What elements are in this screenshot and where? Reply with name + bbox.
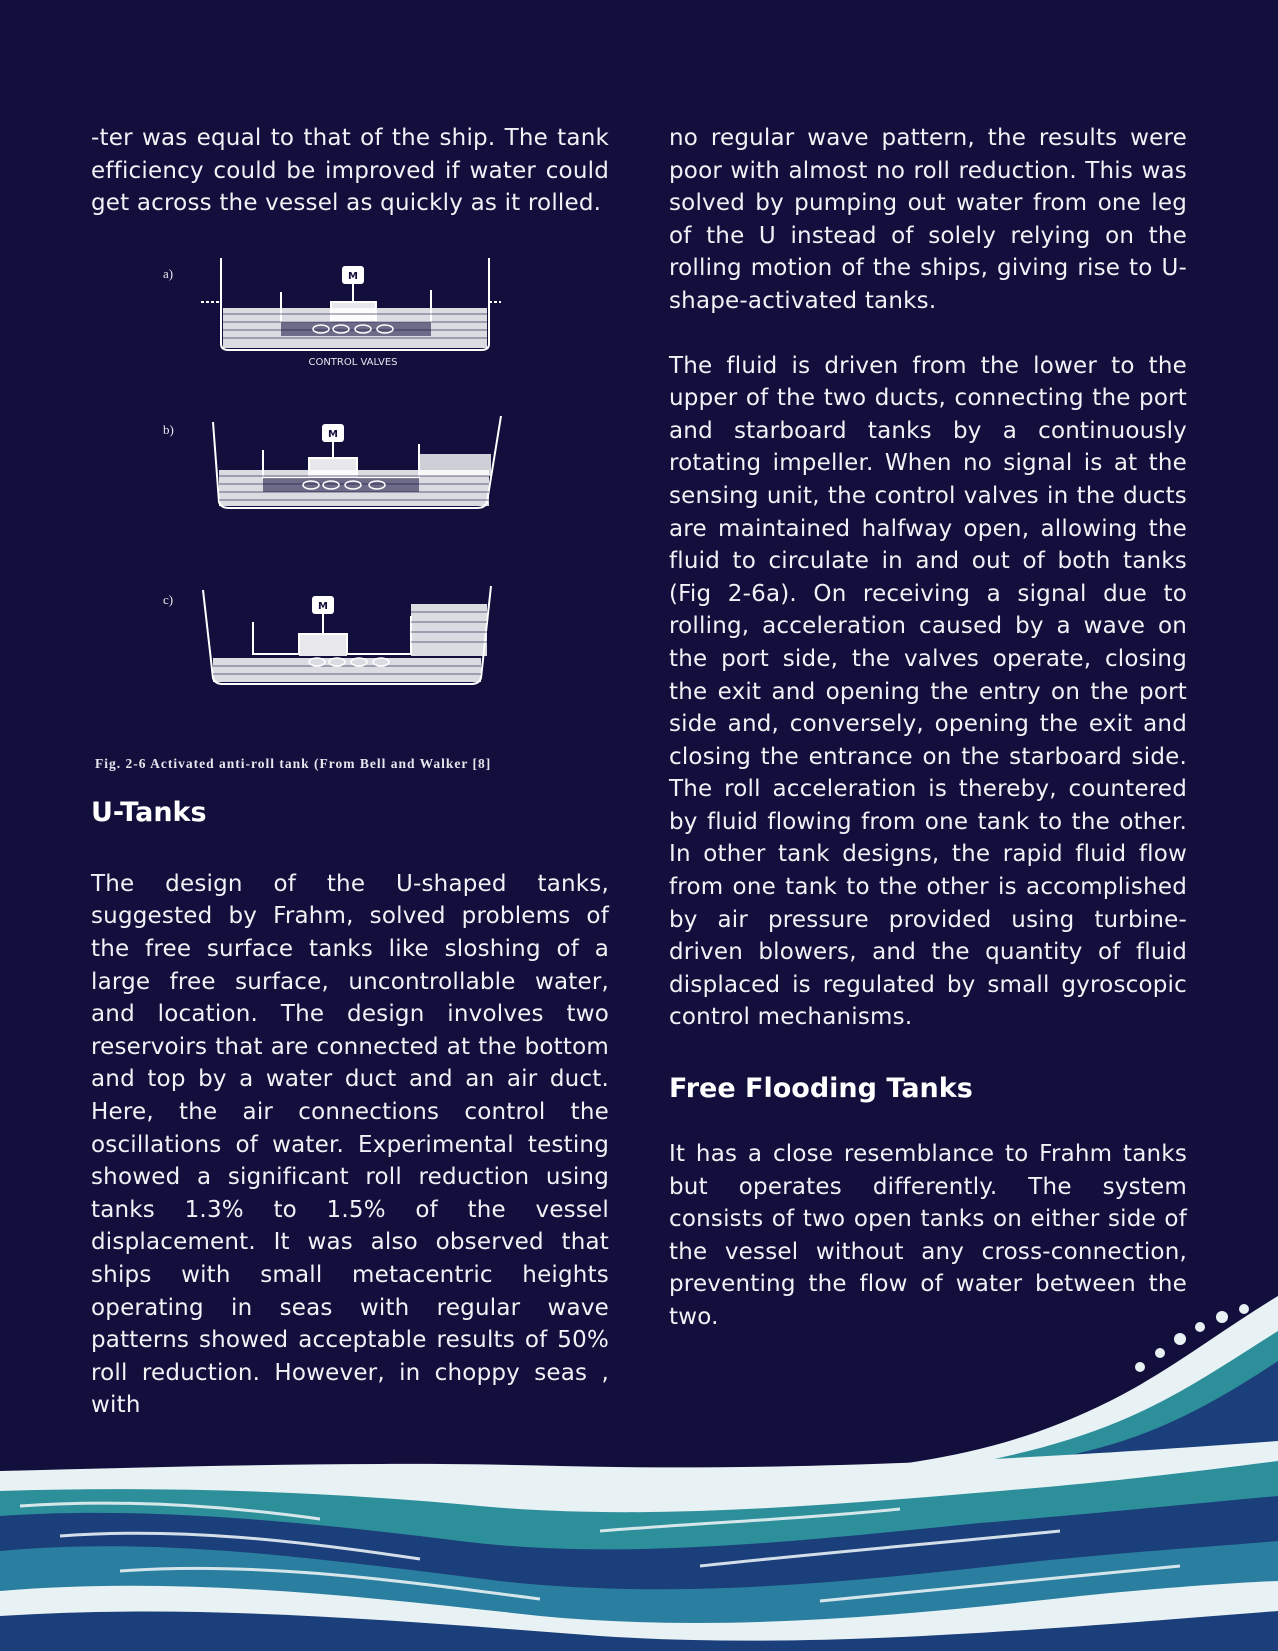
motor-label-c: M [318,600,328,612]
tank-diagram-a [201,252,501,372]
figure-caption: Fig. 2-6 Activated anti-roll tank (From Bell and Walker [8] [95,755,492,771]
left-column [91,122,609,1422]
u-tanks-paragraph: The design of the U-shaped tanks, suggested by Frahm, solved problems of the free surface tanks like sloshing of a large free surface, uncontrollable water, and location. The design involves two reservoirs that are connected at the bottom and top by a water duct and an air duct. Here, the air connections control the oscillations of water. Experimental testing showed a significant roll reduction using tanks 1.3% to 1.5% of the vessel displacement. It was also observed that ships with small metacentric heights operating in seas with regular wave patterns showed acceptable results of 50% roll reduction. However, in choppy seas , with [91,870,609,1419]
figure-label-c: c) [163,591,174,607]
right-paragraph-1: no regular wave pattern, the results were poor with almost no roll reduction. This was solved by pumping out water from one leg of the U instead of solely relying on the rolling motion of the ships, giving rise to U-shape-activated tanks. [669,125,1187,314]
motor-label-a: M [348,270,358,282]
free-flooding-paragraph: It has a close resemblance to Frahm tanks but operates differently. The system consists of two open tanks on either side of the vessel without any cross-connection, preventing the flow of water between the two. [669,1141,1187,1330]
figure-label-b: b) [163,421,174,437]
tank-diagram-b [191,412,521,522]
decorative-wave-image [0,1291,1278,1651]
right-column [669,122,1187,1334]
anti-roll-tank-figure [91,252,609,772]
free-flooding-heading: Free Flooding Tanks [669,1073,973,1105]
u-tanks-heading: U-Tanks [91,796,207,828]
motor-label-b: M [328,428,338,440]
control-valves-label: CONTROL VALVES [308,356,398,368]
tank-diagram-c [191,582,521,702]
figure-label-a: a) [163,265,174,281]
right-paragraph-2: The fluid is driven from the lower to the upper of the two ducts, connecting the port and starboard tanks by a continuously rotating impeller. When no signal is at the sensing unit, the control valves in the ducts are maintained halfway open, allowing the fluid to circulate in and out of both tanks (Fig 2-6a). On receiving a signal due to rolling, acceleration caused by a wave on the port side, the valves operate, closing the exit and opening the entry on the port side and, conversely, opening the exit and closing the entrance on the starboard side. The roll acceleration is thereby, countered by fluid flowing from one tank to the other. In other tank designs, the rapid fluid flow from one tank to the other is accomplished by air pressure provided using turbine-driven blowers, and the quantity of fluid displaced is regulated by small gyroscopic control mechanisms. [669,352,1187,1031]
intro-paragraph: -ter was equal to that of the ship. The tank efficiency could be improved if water could get across the vessel as quickly as it rolled. [91,125,609,217]
